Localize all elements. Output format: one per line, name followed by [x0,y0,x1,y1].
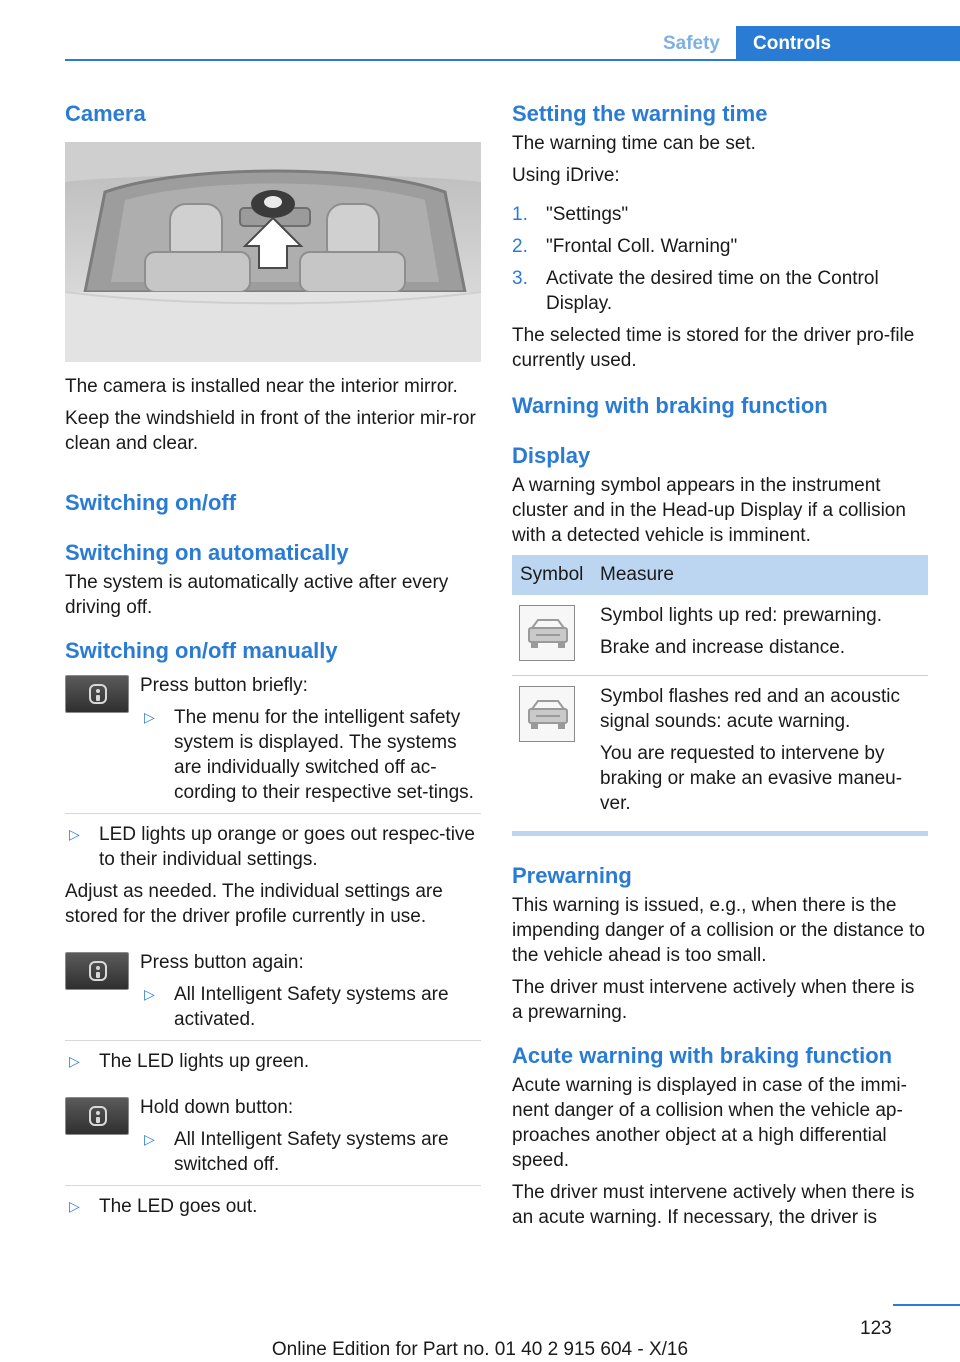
press-briefly-text: Press button briefly: [140,675,308,696]
button-press-again-block [65,950,481,1032]
safety-button-icon [65,952,129,990]
column-header-measure: Measure [600,564,674,585]
button-hold-down-block [65,1095,481,1177]
manual-heading: Switching on/off manually [65,638,338,663]
right-column [512,100,928,1237]
bullet-triangle-icon: ▷ [144,709,155,725]
adjust-paragraph: Adjust as needed. The individual settings are stored for the driver profile currently in use. [65,881,443,927]
bullet-triangle-icon: ▷ [144,1131,155,1147]
bullet-triangle-icon: ▷ [69,826,80,842]
camera-paragraph-2: Keep the windshield in front of the interior mir-ror clean and clear. [65,408,476,454]
row1-text-a: Symbol lights up red: prewarning. [600,605,882,626]
left-column [65,100,481,1226]
divider [65,813,481,814]
page-number: 123 [860,1318,892,1339]
led-bullet [65,822,481,872]
safety-button-icon [65,675,129,713]
hold-bullet [140,1127,481,1177]
prewarning-paragraph-1: This warning is issued, e.g., when there is the impending danger of a collision or the distance to the vehicle ahead is too small. [512,895,925,966]
footer-rule [893,1304,960,1306]
stored-paragraph: The selected time is stored for the driver pro-file currently used. [512,325,915,371]
bullet-triangle-icon: ▷ [69,1053,80,1069]
display-heading: Display [512,443,591,468]
table-row [512,676,928,831]
prewarning-paragraph-2: The driver must intervene actively when there is a prewarning. [512,977,915,1023]
camera-paragraph-1: The camera is installed near the interior mirror. [65,376,458,397]
braking-heading: Warning with braking function [512,393,828,418]
step-text: "Settings" [546,204,629,225]
divider [65,1185,481,1186]
header-rule [65,59,960,61]
display-paragraph: A warning symbol appears in the instrument cluster and in the Head-up Display if a collision with a detected vehicle is imminent. [512,475,906,546]
car-warning-icon [519,686,575,742]
safety-button-icon [65,1097,129,1135]
acute-paragraph-2: The driver must intervene actively when there is an acute warning. If necessary, the driver is [512,1182,915,1228]
led-out-bullet [65,1194,481,1219]
again-bullet-text: All Intelligent Safety systems are activated. [174,984,449,1030]
press-again-text: Press button again: [140,952,304,973]
divider [65,1040,481,1041]
header-section-safety: Safety [662,33,720,54]
again-bullet [140,982,481,1032]
step-item [512,202,928,227]
hold-down-text: Hold down button: [140,1097,294,1118]
led-out-text: The LED goes out. [99,1196,258,1217]
row1-text-b: Brake and increase distance. [600,637,846,658]
warning-time-paragraph: The warning time can be set. [512,133,756,154]
step-number: 1. [512,204,528,225]
step-text: Activate the desired time on the Control Display. [546,268,879,314]
edition-line: Online Edition for Part no. 01 40 2 915 604 - X/16 [271,1339,689,1360]
warning-time-heading: Setting the warning time [512,101,768,126]
table-header [512,555,928,595]
switching-heading: Switching on/off [65,490,237,515]
camera-location-illustration [65,142,481,362]
button-press-briefly-block [65,673,481,805]
auto-paragraph: The system is automatically active after every driving off. [65,572,449,618]
auto-heading: Switching on automatically [65,540,349,565]
camera-heading: Camera [65,101,146,126]
using-idrive-text: Using iDrive: [512,165,620,186]
step-number: 2. [512,236,528,257]
step-item [512,234,928,259]
briefly-bullet-text: The menu for the intelligent safety system is displayed. The systems are individually switched off ac-cording to their respective set-tings. [174,707,474,803]
windshield-camera-image [65,142,481,362]
step-number: 3. [512,268,528,289]
row2-text-a: Symbol flashes red and an acoustic signal sounds: acute warning. [600,686,900,732]
row2-text-b: You are requested to intervene by braking or make an evasive maneu-ver. [600,743,903,814]
bullet-triangle-icon: ▷ [69,1198,80,1214]
table-row [512,595,928,676]
car-warning-icon [519,605,575,661]
header-chapter-controls: Controls [736,26,960,61]
prewarning-heading: Prewarning [512,863,632,888]
hold-bullet-text: All Intelligent Safety systems are switched off. [174,1129,449,1175]
led-bullet-text: LED lights up orange or goes out respec-tive to their individual settings. [99,824,475,870]
bullet-triangle-icon: ▷ [144,986,155,1002]
steps-list [512,202,928,316]
led-green-bullet [65,1049,481,1074]
briefly-bullet [140,705,481,805]
led-green-text: The LED lights up green. [99,1051,310,1072]
acute-heading: Acute warning with braking function [512,1043,893,1068]
step-text: "Frontal Coll. Warning" [546,236,738,257]
column-header-symbol: Symbol [520,564,584,585]
acute-paragraph-1: Acute warning is displayed in case of the immi-nent danger of a collision when the vehicle ap-proaches another object at a high differential speed. [512,1075,907,1171]
step-item [512,266,928,316]
warning-symbol-table [512,555,928,836]
